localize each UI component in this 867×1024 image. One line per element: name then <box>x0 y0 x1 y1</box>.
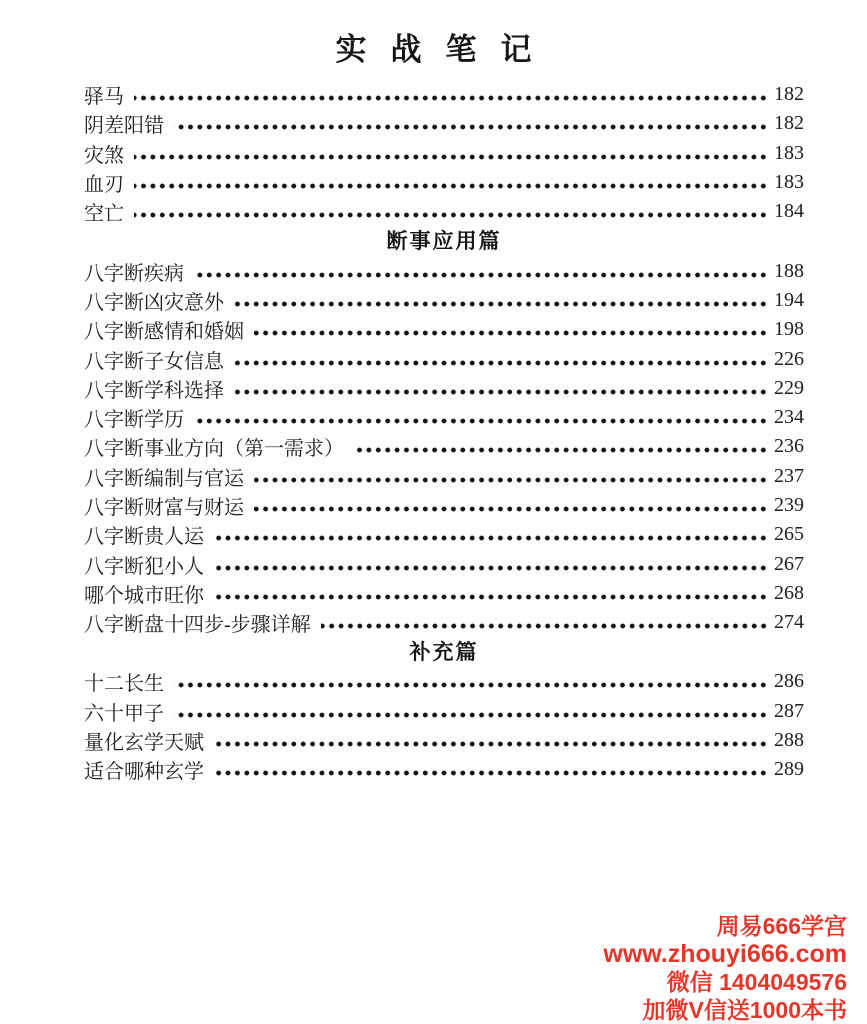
toc-entry-row <box>84 697 804 726</box>
entry-label: 驿马 <box>84 86 124 109</box>
page-number: 188 <box>774 259 804 282</box>
toc-entry-row <box>84 109 804 138</box>
dot-leader <box>194 272 768 278</box>
dot-leader <box>214 741 768 747</box>
entry-label: 六十甲子 <box>84 702 164 725</box>
page-number: 237 <box>774 464 804 487</box>
toc-entry-row <box>84 579 804 608</box>
entry-label: 阴差阳错 <box>84 115 164 138</box>
entry-label: 哪个城市旺你 <box>84 584 204 607</box>
dot-leader <box>214 535 768 541</box>
entry-label: 八字断学科选择 <box>84 379 224 402</box>
entry-label: 八字断感情和婚姻 <box>84 321 244 344</box>
dot-leader <box>234 360 768 366</box>
toc-entry-row <box>84 344 804 373</box>
page-number: 236 <box>774 435 804 458</box>
entry-label: 血刃 <box>84 174 124 197</box>
toc-entry-row <box>84 197 804 226</box>
dot-leader <box>174 682 768 688</box>
dot-leader <box>321 623 768 629</box>
page-number: 194 <box>774 288 804 311</box>
toc-entry-row <box>84 549 804 578</box>
entry-label: 八字断财富与财运 <box>84 497 244 519</box>
toc-entry-row <box>84 139 804 168</box>
toc-entry-row <box>84 374 804 403</box>
section-header: 断事应用篇 <box>386 229 502 254</box>
entry-label: 量化玄学天赋 <box>84 732 204 755</box>
page-number: 182 <box>774 112 804 135</box>
toc-entry-row <box>84 608 804 637</box>
entry-label: 八字断事业方向（第一需求） <box>84 438 344 461</box>
page-number: 226 <box>774 347 804 370</box>
page-number: 198 <box>774 318 804 341</box>
dot-leader <box>214 565 768 571</box>
watermark-line: www.zhouyi666.com <box>603 940 847 968</box>
toc-entry-row <box>84 755 804 784</box>
entry-label: 八字断疾病 <box>84 262 184 285</box>
page-number: 234 <box>774 406 804 429</box>
page-number: 183 <box>774 141 804 164</box>
toc-entry-row <box>84 667 804 696</box>
page-number: 287 <box>774 699 804 722</box>
entry-label: 十二长生 <box>84 673 164 696</box>
page-number: 267 <box>774 552 804 575</box>
toc-entry-row <box>84 520 804 549</box>
toc-entry-row <box>84 432 804 461</box>
page-number: 274 <box>774 611 804 634</box>
entry-label: 八字断犯小人 <box>84 555 204 578</box>
dot-leader <box>134 212 768 218</box>
entry-label: 八字断凶灾意外 <box>84 291 224 314</box>
toc-entry-row <box>84 403 804 432</box>
entry-label: 空亡 <box>84 203 124 226</box>
dot-leader <box>254 506 768 512</box>
dot-leader <box>134 183 768 189</box>
watermark-line: 周易666学宫 <box>716 913 847 939</box>
entry-label: 八字断子女信息 <box>84 350 224 373</box>
page-number: 288 <box>774 729 804 752</box>
toc-entry-row <box>84 462 804 491</box>
dot-leader <box>134 95 768 101</box>
dot-leader <box>214 594 768 600</box>
section-header: 补充篇 <box>409 640 479 665</box>
toc-entry-row <box>84 286 804 315</box>
toc-entry-row <box>84 726 804 755</box>
entry-label: 适合哪种玄学 <box>84 761 204 784</box>
dot-leader <box>174 124 768 130</box>
watermark <box>603 912 847 1024</box>
toc-entry-row <box>84 315 804 344</box>
dot-leader <box>194 418 768 424</box>
dot-leader <box>214 770 768 776</box>
page-number: 265 <box>774 523 804 546</box>
entry-label: 八字断盘十四步-步骤详解 <box>84 614 311 637</box>
page-number: 289 <box>774 758 804 781</box>
toc-entry-row <box>84 80 804 109</box>
entry-label: 八字断学历 <box>84 409 184 432</box>
dot-leader <box>354 447 768 453</box>
dot-leader <box>254 330 768 336</box>
page-number: 229 <box>774 376 804 399</box>
watermark-line: 加微V信送1000本书 <box>642 997 847 1023</box>
page-number: 239 <box>774 494 804 516</box>
dot-leader <box>134 154 768 160</box>
page-number: 183 <box>774 171 804 194</box>
table-of-contents <box>84 80 804 785</box>
dot-leader <box>254 477 768 483</box>
toc-entry-row <box>84 168 804 197</box>
watermark-line: 微信 1404049576 <box>666 969 847 995</box>
entry-label: 八字断贵人运 <box>84 526 204 549</box>
page-number: 184 <box>774 200 804 223</box>
page-number: 268 <box>774 581 804 604</box>
page-number: 182 <box>774 83 804 106</box>
entry-label: 灾煞 <box>84 144 124 167</box>
dot-leader <box>174 712 768 718</box>
toc-entry-row <box>84 256 804 285</box>
dot-leader <box>234 389 768 395</box>
page-title: 实战笔记 <box>335 32 556 67</box>
dot-leader <box>234 301 768 307</box>
entry-label: 八字断编制与官运 <box>84 467 244 490</box>
page-number: 286 <box>774 670 804 693</box>
toc-entry-row <box>84 491 804 520</box>
